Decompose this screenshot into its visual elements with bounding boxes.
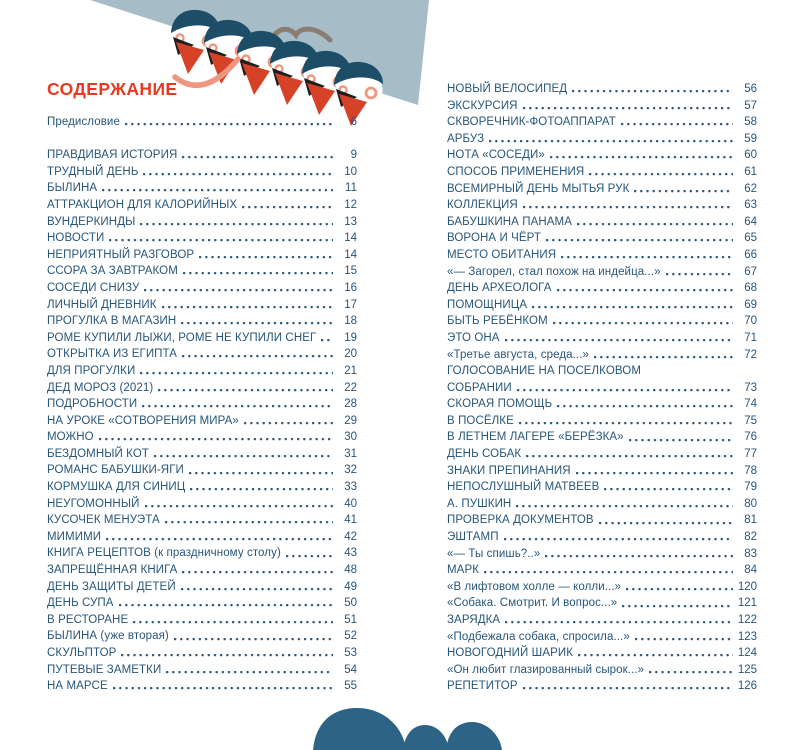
toc-entry-page: 15 bbox=[344, 265, 357, 278]
toc-leader-dots bbox=[519, 413, 733, 430]
toc-entry-label: ЗАПРЕЩЁННАЯ КНИГА bbox=[47, 564, 178, 577]
toc-entry bbox=[47, 114, 357, 131]
toc-entry-label: «Третье августа, среда...» bbox=[447, 348, 590, 361]
toc-leader-dots bbox=[626, 579, 733, 596]
toc-leader-dots bbox=[523, 197, 733, 214]
toc-entry-label: ЗАРЯДКА bbox=[447, 614, 501, 626]
toc-entry-label: ГОЛОСОВАНИЕ НА ПОСЕЛКОВОМ bbox=[447, 365, 642, 378]
toc-leader-dots bbox=[604, 479, 733, 496]
toc-entry bbox=[447, 197, 757, 214]
toc-entry bbox=[447, 347, 757, 364]
toc-entry bbox=[47, 645, 357, 662]
toc-entry-page: 28 bbox=[344, 398, 357, 411]
toc-leader-dots bbox=[144, 280, 333, 297]
toc-entry-page: 120 bbox=[737, 580, 757, 593]
toc-entry bbox=[47, 628, 357, 645]
toc-entry bbox=[447, 280, 757, 297]
toc-leader-dots bbox=[119, 595, 333, 612]
toc-entry-label: СОСЕДИ СНИЗУ bbox=[47, 281, 140, 294]
toc-leader-dots bbox=[489, 131, 733, 148]
dome-large bbox=[313, 708, 406, 750]
toc-entry bbox=[47, 164, 357, 181]
toc-entry-page: 61 bbox=[744, 165, 757, 178]
toc-entry-label: КНИГА РЕЦЕПТОВ (к праздничному столу) bbox=[47, 547, 281, 560]
toc-entry bbox=[47, 512, 357, 529]
toc-entry bbox=[47, 496, 357, 513]
toc-entry-page: 18 bbox=[344, 315, 357, 328]
toc-entry-label: РОМЕ КУПИЛИ ЛЫЖИ, РОМЕ НЕ КУПИЛИ СНЕГ bbox=[47, 331, 317, 344]
toc-leader-dots bbox=[553, 313, 733, 330]
toc-entry bbox=[47, 363, 357, 380]
toc-entry bbox=[447, 579, 757, 596]
toc-entry bbox=[47, 612, 357, 629]
toc-entry-label: ЭШТАМП bbox=[447, 531, 499, 544]
toc-entry bbox=[447, 678, 757, 695]
toc-leader-dots bbox=[182, 346, 333, 363]
toc-entry-page: 76 bbox=[744, 431, 757, 444]
toc-entry bbox=[447, 131, 757, 148]
toc-entry-label: МОЖНО bbox=[47, 431, 94, 444]
toc-entry-label: В ЛЕТНЕМ ЛАГЕРЕ «БЕРЁЗКА» bbox=[447, 431, 624, 444]
toc-entry bbox=[447, 81, 757, 98]
toc-leader-dots bbox=[182, 147, 333, 164]
toc-leader-dots bbox=[113, 678, 333, 695]
toc-entry bbox=[447, 247, 757, 264]
toc-entry bbox=[447, 98, 757, 115]
toc-entry-label: МАРК bbox=[447, 564, 480, 577]
toc-entry-page: 21 bbox=[344, 364, 357, 377]
toc-entry bbox=[447, 297, 757, 314]
toc-entry-page: 50 bbox=[344, 597, 357, 610]
toc-entry bbox=[447, 446, 757, 463]
toc-leader-dots bbox=[154, 446, 333, 463]
toc-entry bbox=[47, 595, 357, 612]
toc-entry bbox=[47, 462, 357, 479]
toc-leader-dots bbox=[174, 628, 333, 645]
toc-leader-dots bbox=[109, 230, 333, 247]
toc-entry-page: 63 bbox=[744, 199, 757, 212]
toc-entry-label: «— Ты спишь?..» bbox=[447, 547, 541, 560]
toc-entry-label: СОБРАНИИ bbox=[447, 381, 512, 394]
toc-entry-label: СПОСОБ ПРИМЕНЕНИЯ bbox=[447, 165, 585, 178]
toc-leader-dots bbox=[504, 529, 733, 546]
toc-entry-label: БАБУШКИНА ПАНАМА bbox=[447, 215, 572, 228]
toc-entry bbox=[447, 147, 757, 164]
toc-entry bbox=[47, 545, 357, 562]
toc-leader-dots bbox=[635, 629, 733, 646]
toc-entry-page: 84 bbox=[744, 564, 757, 577]
toc-leader-dots bbox=[125, 114, 333, 131]
toc-entry-page: 75 bbox=[744, 414, 757, 427]
toc-leader-dots bbox=[517, 380, 733, 397]
toc-leader-dots bbox=[143, 164, 333, 181]
toc-leader-dots bbox=[106, 529, 333, 546]
toc-entry-label: ЛИЧНЫЙ ДНЕВНИК bbox=[47, 298, 157, 311]
toc-entry bbox=[47, 247, 357, 264]
toc-entry-page: 40 bbox=[344, 497, 357, 510]
toc-entry-label: ПОМОЩНИЦА bbox=[447, 298, 528, 311]
toc-entry-page: 17 bbox=[344, 298, 357, 311]
toc-entry-page: 11 bbox=[345, 182, 357, 195]
toc-entry bbox=[47, 413, 357, 430]
toc-leader-dots bbox=[561, 247, 733, 264]
toc-entry-label: ПРОВЕРКА ДОКУМЕНТОВ bbox=[447, 514, 594, 527]
toc-leader-dots bbox=[140, 363, 333, 380]
toc-entry-page: 56 bbox=[744, 83, 757, 95]
toc-entry bbox=[47, 214, 357, 231]
toc-leader-dots bbox=[133, 612, 333, 629]
toc-leader-dots bbox=[523, 98, 733, 115]
toc-entry-label: ПРАВДИВАЯ ИСТОРИЯ bbox=[47, 149, 178, 162]
dome-small bbox=[403, 725, 449, 750]
toc-entry-page: 52 bbox=[344, 630, 357, 643]
toc-column-right bbox=[447, 81, 757, 695]
toc-entry bbox=[447, 546, 757, 563]
toc-entry-page: 42 bbox=[344, 530, 357, 543]
toc-entry-label: НОВОГОДНИЙ ШАРИК bbox=[447, 647, 574, 660]
toc-entry-label: НОВЫЙ ВЕЛОСИПЕД bbox=[447, 83, 568, 95]
toc-entry-page: 48 bbox=[344, 564, 357, 577]
toc-leader-dots bbox=[666, 264, 733, 281]
toc-leader-dots bbox=[181, 579, 333, 596]
toc-entry bbox=[47, 230, 357, 247]
toc-entry bbox=[47, 562, 357, 579]
toc-leader-dots bbox=[505, 612, 733, 629]
toc-entry bbox=[447, 479, 757, 496]
toc-entry bbox=[47, 579, 357, 596]
toc-leader-dots bbox=[242, 197, 333, 214]
toc-entry-label: ДЕНЬ АРХЕОЛОГА bbox=[447, 282, 552, 295]
toc-leader-dots bbox=[526, 446, 733, 463]
toc-entry bbox=[447, 595, 757, 612]
toc-entry-label: ССОРА ЗА ЗАВТРАКОМ bbox=[47, 265, 178, 278]
toc-column-left bbox=[47, 114, 357, 695]
toc-entry-label: ЭКСКУРСИЯ bbox=[447, 99, 518, 112]
toc-entry-page: 53 bbox=[344, 647, 357, 659]
toc-leader-dots bbox=[523, 678, 733, 695]
toc-entry-page: 124 bbox=[737, 647, 757, 660]
toc-leader-dots bbox=[102, 180, 333, 197]
toc-entry-page: 62 bbox=[744, 182, 757, 195]
toc-entry-label: ПРОГУЛКА В МАГАЗИН bbox=[47, 315, 177, 328]
toc-entry bbox=[447, 264, 757, 281]
dome-medium bbox=[446, 722, 502, 750]
toc-entry-page: 82 bbox=[744, 531, 757, 544]
toc-entry-label: ВСЕМИРНЫЙ ДЕНЬ МЫТЬЯ РУК bbox=[447, 182, 630, 195]
toc-leader-dots bbox=[181, 313, 333, 330]
toc-entry bbox=[447, 114, 757, 131]
toc-entry-page: 73 bbox=[744, 381, 757, 394]
toc-entry-page: 43 bbox=[344, 547, 357, 560]
toc-entry-page: 54 bbox=[344, 663, 357, 676]
toc-entry-page: 12 bbox=[344, 198, 357, 211]
toc-entry-label: ДЕНЬ ЗАЩИТЫ ДЕТЕЙ bbox=[47, 580, 176, 593]
toc-entry-page: 126 bbox=[737, 680, 757, 693]
toc-leader-dots bbox=[634, 181, 733, 198]
toc-leader-dots bbox=[576, 463, 733, 480]
toc-entry bbox=[447, 396, 757, 413]
toc-entry bbox=[47, 678, 357, 695]
toc-leader-dots bbox=[594, 347, 733, 364]
toc-entry-page: 16 bbox=[344, 281, 357, 294]
toc-entry-label: ЗНАКИ ПРЕПИНАНИЯ bbox=[447, 464, 571, 477]
toc-entry-page: 121 bbox=[737, 597, 757, 610]
toc-entry-page: 33 bbox=[344, 481, 357, 494]
toc-leader-dots bbox=[546, 230, 733, 247]
toc-entry-page: 67 bbox=[744, 265, 757, 278]
toc-entry-label: НЕПРИЯТНЫЙ РАЗГОВОР bbox=[47, 248, 195, 261]
toc-entry-page: 58 bbox=[744, 116, 757, 129]
toc-entry-label: В РЕСТОРАНЕ bbox=[47, 613, 129, 626]
toc-entry-label: НЕПОСЛУШНЫЙ МАТВЕЕВ bbox=[447, 481, 600, 494]
toc-leader-dots bbox=[516, 496, 733, 513]
toc-entry-label: АРБУЗ bbox=[447, 132, 485, 145]
toc-entry bbox=[47, 197, 357, 214]
toc-entry-label: КОЛЛЕКЦИЯ bbox=[447, 199, 518, 212]
toc-entry bbox=[47, 446, 357, 463]
toc-entry-label: РОМАНС БАБУШКИ-ЯГИ bbox=[47, 464, 184, 477]
toc-leader-dots bbox=[99, 429, 333, 446]
toc-entry-page: 81 bbox=[744, 514, 757, 527]
toc-entry-label: ДЕД МОРОЗ (2021) bbox=[47, 381, 154, 394]
toc-entry bbox=[447, 496, 757, 513]
toc-entry-page: 69 bbox=[744, 298, 757, 311]
toc-entry-label: «— Загорел, стал похож на индейца...» bbox=[447, 265, 661, 278]
toc-entry bbox=[447, 645, 757, 662]
toc-entry bbox=[447, 214, 757, 231]
toc-entry bbox=[47, 529, 357, 546]
toc-leader-dots bbox=[621, 114, 733, 131]
toc-entry-label: «Он любит глазированный сырок...» bbox=[447, 663, 645, 676]
toc-leader-dots bbox=[577, 214, 733, 231]
toc-entry bbox=[447, 512, 757, 529]
page-title: СОДЕРЖАНИЕ bbox=[47, 79, 178, 99]
toc-entry-page: 41 bbox=[344, 514, 357, 527]
toc-leader-dots bbox=[622, 595, 733, 612]
toc-entry-page: 6 bbox=[350, 116, 357, 128]
bottom-illustration bbox=[0, 705, 800, 750]
toc-leader-dots bbox=[140, 214, 333, 231]
toc-entry bbox=[447, 612, 757, 629]
toc-entry-page: 66 bbox=[744, 248, 757, 261]
toc-entry-page: 78 bbox=[744, 464, 757, 477]
toc-entry bbox=[447, 413, 757, 430]
toc-entry-label: СКВОРЕЧНИК-ФОТОАППАРАТ bbox=[447, 116, 616, 129]
toc-entry bbox=[47, 147, 357, 164]
toc-entry-label: ДЕНЬ СОБАК bbox=[447, 448, 522, 461]
toc-entry-page: 32 bbox=[344, 464, 357, 477]
toc-entry-page: 72 bbox=[744, 348, 757, 361]
toc-leader-dots bbox=[557, 396, 733, 413]
toc-entry bbox=[447, 313, 757, 330]
toc-entry-label: БЕЗДОМНЫЙ КОТ bbox=[47, 447, 150, 460]
toc-leader-dots bbox=[589, 164, 733, 181]
toc-entry-page: 68 bbox=[744, 282, 757, 295]
toc-leader-dots bbox=[158, 380, 333, 397]
toc-leader-dots bbox=[557, 280, 733, 297]
toc-entry-page: 9 bbox=[350, 149, 357, 162]
toc-entry bbox=[47, 380, 357, 397]
toc-entry bbox=[47, 662, 357, 679]
toc-entry-label: КУСОЧЕК МЕНУЭТА bbox=[47, 514, 160, 527]
toc-entry-label: НОВОСТИ bbox=[47, 232, 105, 245]
toc-leader-dots bbox=[629, 429, 733, 446]
toc-entry bbox=[447, 529, 757, 546]
toc-leader-dots bbox=[244, 413, 333, 430]
toc-leader-dots bbox=[578, 645, 733, 662]
toc-leader-dots bbox=[142, 396, 333, 413]
toc-entry-page: 31 bbox=[344, 447, 357, 460]
toc-entry-page: 14 bbox=[344, 248, 357, 261]
toc-entry-label: НОТА «СОСЕДИ» bbox=[447, 149, 545, 162]
toc-entry bbox=[447, 380, 757, 397]
toc-entry-label: АТТРАКЦИОН ДЛЯ КАЛОРИЙНЫХ bbox=[47, 198, 238, 211]
toc-entry bbox=[447, 562, 757, 579]
toc-entry-page: 59 bbox=[744, 132, 757, 145]
toc-entry bbox=[447, 429, 757, 446]
toc-entry bbox=[447, 662, 757, 679]
toc-leader-dots bbox=[189, 462, 333, 479]
toc-leader-dots bbox=[199, 247, 333, 264]
toc-entry-page: 83 bbox=[744, 547, 757, 560]
toc-entry bbox=[47, 280, 357, 297]
toc-leader-dots bbox=[484, 562, 733, 579]
toc-entry-label: ЭТО ОНА bbox=[447, 331, 500, 344]
toc-leader-dots bbox=[145, 496, 334, 513]
toc-entry bbox=[47, 313, 357, 330]
toc-entry-label: КОРМУШКА ДЛЯ СИНИЦ bbox=[47, 481, 186, 494]
toc-entry-page: 19 bbox=[344, 331, 357, 344]
toc-entry bbox=[447, 463, 757, 480]
toc-entry-page: 65 bbox=[744, 232, 757, 245]
toc-leader-dots bbox=[321, 330, 333, 347]
toc-entry bbox=[447, 363, 757, 380]
toc-entry-label: МЕСТО ОБИТАНИЯ bbox=[447, 248, 557, 261]
toc-entry bbox=[47, 479, 357, 496]
toc-leader-dots bbox=[649, 662, 733, 679]
toc-entry-label: НЕУГОМОННЫЙ bbox=[47, 497, 140, 510]
toc-entry-label: «Подбежала собака, спросила...» bbox=[447, 630, 630, 643]
toc-entry-page: 10 bbox=[344, 165, 357, 178]
toc-entry-label: Предисловие bbox=[47, 116, 120, 128]
toc-leader-dots bbox=[166, 662, 333, 679]
toc-entry-page: 74 bbox=[744, 398, 757, 411]
toc-entry-label: СКУЛЬПТОР bbox=[47, 647, 117, 659]
toc-leader-dots bbox=[182, 562, 333, 579]
toc-entry bbox=[47, 297, 357, 314]
toc-entry-label: ДЕНЬ СУПА bbox=[47, 597, 114, 610]
toc-entry-page: 80 bbox=[744, 497, 757, 510]
toc-entry-label: «В лифтовом холле — колли...» bbox=[447, 580, 622, 593]
toc-entry-page: 55 bbox=[344, 680, 357, 693]
toc-entry-label: В ПОСЁЛКЕ bbox=[447, 414, 514, 427]
toc-entry-label: БЫТЬ РЕБЁНКОМ bbox=[447, 315, 548, 328]
toc-entry-page: 13 bbox=[344, 215, 357, 228]
toc-entry-label: БЫЛИНА bbox=[47, 182, 98, 195]
toc-entry-label: А. ПУШКИН bbox=[447, 497, 512, 510]
toc-entry-page: 123 bbox=[737, 630, 757, 643]
toc-entry-page: 71 bbox=[744, 331, 757, 344]
toc-leader-dots bbox=[572, 81, 733, 98]
toc-entry bbox=[47, 330, 357, 347]
toc-entry-label: ДЛЯ ПРОГУЛКИ bbox=[47, 364, 136, 377]
toc-entry-page: 49 bbox=[344, 580, 357, 593]
toc-entry-label: РЕПЕТИТОР bbox=[447, 680, 518, 693]
toc-entry-page: 30 bbox=[344, 431, 357, 444]
toc-entry-label: «Собака. Смотрит. И вопрос...» bbox=[447, 597, 618, 610]
toc-entry-label: ПУТЕВЫЕ ЗАМЕТКИ bbox=[47, 663, 162, 676]
toc-entry-page: 57 bbox=[744, 99, 757, 112]
toc-leader-dots bbox=[545, 546, 733, 563]
toc-entry-page: 77 bbox=[744, 448, 757, 461]
toc-leader-dots bbox=[162, 297, 333, 314]
toc-leader-dots bbox=[190, 479, 333, 496]
toc-entry-label: ВОРОНА И ЧЁРТ bbox=[447, 232, 542, 245]
toc-leader-dots bbox=[286, 545, 333, 562]
toc-leader-dots bbox=[532, 297, 733, 314]
toc-leader-dots bbox=[121, 645, 333, 662]
toc-entry-page: 70 bbox=[744, 315, 757, 328]
toc-entry bbox=[47, 263, 357, 280]
toc-entry-page: 79 bbox=[744, 481, 757, 494]
toc-entry-label: ТРУДНЫЙ ДЕНЬ bbox=[47, 165, 139, 178]
toc-entry-label: БЫЛИНА (уже вторая) bbox=[47, 630, 169, 643]
toc-entry-label: ОТКРЫТКА ИЗ ЕГИПТА bbox=[47, 348, 178, 361]
toc-entry-page: 64 bbox=[744, 215, 757, 228]
toc-entry-page: 29 bbox=[344, 414, 357, 427]
toc-entry bbox=[447, 230, 757, 247]
toc-entry-label: ВУНДЕРКИНДЫ bbox=[47, 215, 136, 228]
toc-leader-dots bbox=[505, 330, 733, 347]
toc-entry bbox=[47, 180, 357, 197]
toc-entry-label: СКОРАЯ ПОМОЩЬ bbox=[447, 398, 553, 411]
toc-entry-page: 60 bbox=[744, 149, 757, 162]
toc-entry bbox=[447, 629, 757, 646]
toc-leader-dots bbox=[550, 147, 733, 164]
toc-entry-page: 125 bbox=[737, 663, 757, 676]
toc-leader-dots bbox=[599, 512, 733, 529]
toc-entry-page: 22 bbox=[344, 381, 357, 394]
toc-entry-label: НА УРОКЕ «СОТВОРЕНИЯ МИРА» bbox=[47, 414, 239, 427]
toc-entry-label: НА МАРСЕ bbox=[47, 680, 108, 693]
toc-entry-page: 122 bbox=[737, 614, 757, 626]
toc-entry-page: 51 bbox=[344, 613, 357, 626]
toc-entry bbox=[447, 330, 757, 347]
toc-entry-page: 20 bbox=[344, 348, 357, 361]
toc-entry-label: МИМИМИ bbox=[47, 530, 102, 543]
toc-entry bbox=[47, 429, 357, 446]
toc-leader-dots bbox=[165, 512, 333, 529]
toc-entry bbox=[447, 164, 757, 181]
toc-entry-page: 14 bbox=[344, 232, 357, 245]
toc-entry bbox=[47, 396, 357, 413]
toc-entry-label: ПОДРОБНОСТИ bbox=[47, 398, 138, 411]
toc-leader-dots bbox=[183, 263, 333, 280]
toc-entry bbox=[47, 346, 357, 363]
toc-entry bbox=[447, 181, 757, 198]
